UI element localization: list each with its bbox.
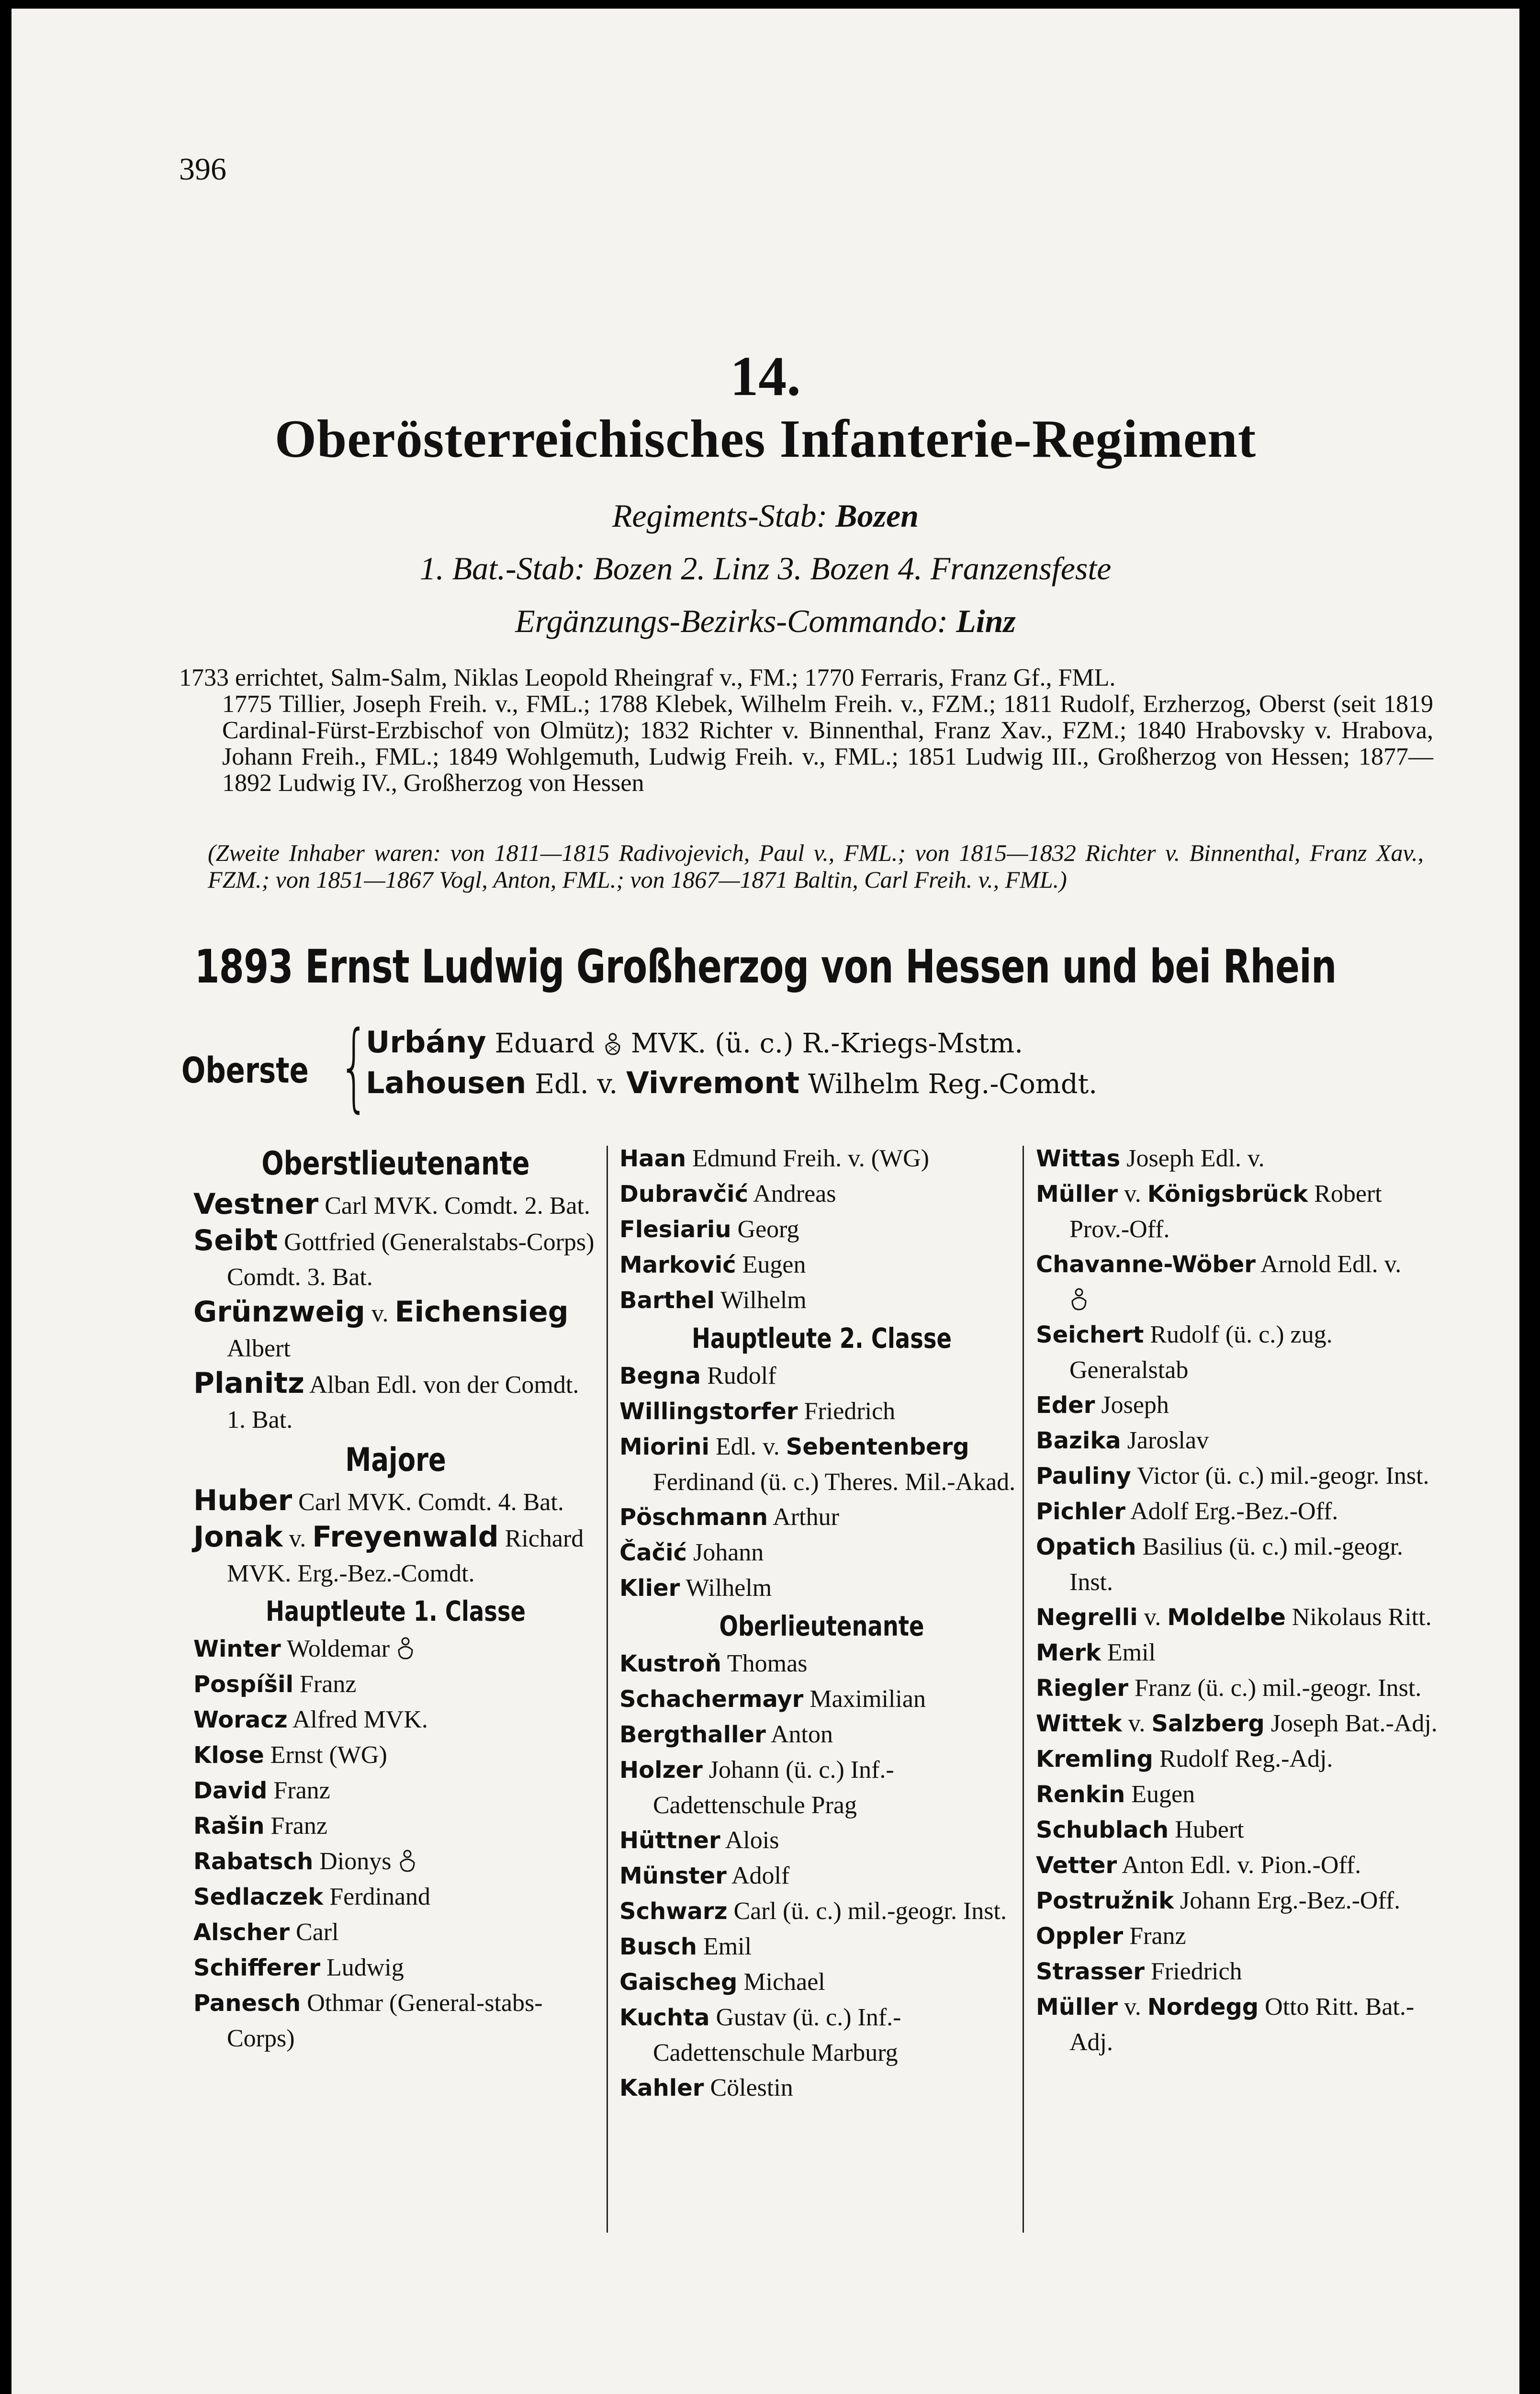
- nobility-particle: Edl. v.: [715, 1433, 780, 1460]
- details: Otto Ritt. Bat.-Adj.: [1069, 1993, 1415, 2056]
- officer-entry: [1036, 1141, 1448, 1176]
- details: Wilhelm: [686, 1574, 772, 1602]
- officer-entry: [1036, 1883, 1448, 1919]
- document-page: [11, 9, 1519, 2394]
- staff-location: Bozen: [835, 497, 919, 534]
- officer-entry: [1036, 1706, 1448, 1741]
- officer-entry: [619, 1646, 1024, 1682]
- officer-entry: [1036, 1529, 1448, 1600]
- officer-entry: [619, 1858, 1024, 1894]
- surname: Pöschmann: [619, 1504, 768, 1531]
- surname: Müller: [1036, 1181, 1118, 1208]
- brace-glyph: {: [338, 1011, 370, 1122]
- surname: Jonak: [193, 1520, 283, 1554]
- surname: Kuchta: [619, 2004, 710, 2031]
- surname: Marković: [619, 1252, 736, 1278]
- officer-entry: [193, 1950, 598, 1986]
- officer-entry: [193, 1187, 598, 1223]
- battalion-staffs: 1. Bat.-Stab: Bozen 2. Linz 3. Bozen 4. Franzensfeste: [419, 550, 1112, 587]
- surname: Schwarz: [619, 1898, 728, 1925]
- surname-predicate: Nordegg: [1147, 1994, 1259, 2021]
- surname: Kahler: [619, 2075, 704, 2101]
- officer-entry: [1036, 1741, 1448, 1777]
- surname-predicate: Sebentenberg: [786, 1434, 969, 1460]
- surname: Wittek: [1036, 1710, 1122, 1737]
- surname: Seibt: [193, 1224, 278, 1257]
- surname: Riegler: [1036, 1675, 1129, 1702]
- surname-predicate: Freyenwald: [312, 1520, 499, 1554]
- surname: Flesiariu: [619, 1216, 731, 1243]
- nobility-particle: v.: [1128, 1710, 1146, 1737]
- details: Anton Edl. v. Pion.-Off.: [1122, 1852, 1361, 1879]
- details: Dionys: [319, 1848, 392, 1875]
- details: Anton: [770, 1721, 833, 1748]
- officer-entry: [193, 1520, 598, 1591]
- details: Adolf: [731, 1862, 790, 1889]
- surname: Grünzweig: [193, 1295, 365, 1329]
- supplement-location: Linz: [956, 603, 1016, 639]
- details: Franz (ü. c.) mil.-geogr. Inst.: [1135, 1674, 1422, 1702]
- officer-entry: [1036, 1600, 1448, 1635]
- oberste-label: Oberste: [181, 1050, 309, 1091]
- surname: Wittas: [1036, 1145, 1121, 1172]
- surname: Čačić: [619, 1539, 687, 1566]
- decoration-icon: [1069, 1287, 1089, 1311]
- officer-entry: [1036, 1919, 1448, 1954]
- details: Woldemar: [286, 1635, 390, 1662]
- surname: Negrelli: [1036, 1604, 1138, 1631]
- details: Franz: [300, 1671, 357, 1698]
- details: Victor (ü. c.) mil.-geogr. Inst.: [1136, 1462, 1429, 1490]
- supplement-label: Ergänzungs-Bezirks-Commando:: [515, 603, 948, 639]
- details: Rudolf (ü. c.) zug. Generalstab: [1069, 1321, 1333, 1384]
- regiment-number: 14.: [730, 345, 801, 407]
- details: Ferdinand (ü. c.) Theres. Mil.-Akad.: [653, 1468, 1016, 1496]
- details: Joseph Bat.-Adj.: [1270, 1710, 1438, 1737]
- details: Franz: [273, 1777, 330, 1804]
- officer-entry: [619, 1429, 1024, 1500]
- details: Andreas: [753, 1180, 836, 1208]
- nobility-particle: v.: [1124, 1993, 1141, 2021]
- page-number: 396: [179, 152, 226, 187]
- details: Eugen: [1131, 1781, 1195, 1808]
- officer-entry: [1036, 1812, 1448, 1848]
- section-heading-majore: Majore: [345, 1441, 446, 1479]
- officer-entry: [193, 1366, 598, 1437]
- column-divider: [607, 1146, 608, 2233]
- surname: Opatich: [1036, 1534, 1136, 1560]
- surname: Lahousen: [366, 1065, 527, 1100]
- details: Othmar (General-stabs-Corps): [227, 1989, 543, 2052]
- officer-entry: [1036, 1848, 1448, 1883]
- surname-predicate: Eichensieg: [394, 1295, 569, 1329]
- officer-entry: [619, 1535, 1024, 1570]
- details: Thomas: [727, 1650, 808, 1677]
- section-heading-oberstlieutenante: Oberstlieutenante: [261, 1145, 530, 1183]
- officer-entry: [1036, 1671, 1448, 1706]
- officer-entry: [1036, 1954, 1448, 1989]
- rank-details: MVK. (ü. c.) R.-Kriegs-Mstm.: [630, 1028, 1023, 1059]
- decoration-icon: [603, 1031, 622, 1056]
- officer-entry: [1036, 1388, 1448, 1423]
- details: Robert Prov.-Off.: [1069, 1180, 1382, 1243]
- officer-entry: [1036, 1423, 1448, 1458]
- details: Arnold Edl. v.: [1260, 1251, 1402, 1278]
- current-owner-heading: 1893 Ernst Ludwig Großherzog von Hessen und bei Rhein: [194, 940, 1337, 994]
- details: Cölestin: [710, 2074, 793, 2101]
- surname: Vetter: [1036, 1852, 1117, 1879]
- officer-entry: [619, 1894, 1024, 1929]
- surname-predicate: Salzberg: [1151, 1710, 1265, 1737]
- surname: Schifferer: [193, 1954, 320, 1981]
- officer-entry: [1036, 1458, 1448, 1494]
- details: Carl (ü. c.) mil.-geogr. Inst.: [733, 1897, 1007, 1925]
- details: Friedrich: [1150, 1958, 1242, 1985]
- officer-entry: [193, 1915, 598, 1950]
- officer-entry: [619, 1929, 1024, 1965]
- surname: Bazika: [1036, 1427, 1121, 1454]
- staff-label: Regiments-Stab:: [612, 497, 828, 534]
- details: Ludwig: [326, 1954, 404, 1981]
- officer-entry: [193, 1702, 598, 1738]
- surname: Miorini: [619, 1434, 709, 1460]
- surname: David: [193, 1777, 268, 1804]
- decoration-icon: [398, 1848, 417, 1873]
- details: Alois: [725, 1827, 779, 1854]
- surname: Postružnik: [1036, 1887, 1174, 1914]
- surname: Pauliny: [1036, 1463, 1131, 1490]
- officer-entry: [619, 1965, 1024, 2000]
- surname: Münster: [619, 1863, 727, 1889]
- details: Georg: [737, 1216, 799, 1243]
- section-heading-hauptleute-2: Hauptleute 2. Classe: [692, 1322, 952, 1355]
- officer-entry: [619, 1500, 1024, 1535]
- officer-entry: [619, 1212, 1024, 1247]
- surname: Dubravčić: [619, 1181, 749, 1208]
- history-continuation: 1775 Tillier, Joseph Freih. v., FML.; 1788 Klebek, Wilhelm Freih. v., FZM.; 1811 Rudolf, Erzherzog, Oberst (seit 1819 Cardinal-Fürst-Erzbischof von Olmütz); 1832 Richter v. Binnenthal, Franz Xav., FZM.; 1840 Hrabovsky v. Hrabova, Johann Freih., FML.; 1849 Wohlgemuth, Ludwig Freih. v., FML.; 1851 Ludwig III., Großherzog von Hessen; 1877—1892 Ludwig IV., Großherzog von Hessen: [222, 690, 1433, 797]
- officer-entry: [619, 1717, 1024, 1752]
- surname: Chavanne-Wöber: [1036, 1251, 1256, 1278]
- details: Rudolf: [707, 1362, 776, 1389]
- surname: Huber: [193, 1484, 292, 1517]
- officer-entry: [619, 1141, 1024, 1176]
- surname: Schublach: [1036, 1817, 1169, 1843]
- surname: Merk: [1036, 1639, 1101, 1666]
- surname: Barthel: [619, 1287, 715, 1314]
- officer-entry: [1036, 1777, 1448, 1812]
- details: Richard MVK. Erg.-Bez.-Comdt.: [227, 1525, 584, 1587]
- history-first-line: 1733 errichtet, Salm-Salm, Niklas Leopold Rheingraf v., FM.; 1770 Ferraris, Franz Gf., FML.: [179, 664, 1116, 691]
- surname: Winter: [193, 1636, 281, 1662]
- officer-entry: [1036, 1989, 1448, 2060]
- surname-predicate: Moldelbe: [1167, 1604, 1286, 1631]
- details: Hubert: [1175, 1816, 1244, 1843]
- surname: Begna: [619, 1363, 701, 1389]
- details: Johann: [693, 1539, 764, 1566]
- details: Emil: [1107, 1639, 1156, 1666]
- nobility-particle: v.: [1124, 1180, 1141, 1208]
- surname: Pospíšil: [193, 1671, 294, 1698]
- officer-entry: [1036, 1635, 1448, 1671]
- officer-entry: [619, 2000, 1024, 2070]
- details: Friedrich: [804, 1398, 896, 1425]
- officer-entry: [193, 1844, 598, 1879]
- officer-entry: [193, 1738, 598, 1773]
- details: Carl MVK. Comdt. 2. Bat.: [325, 1192, 590, 1220]
- details: Johann (ü. c.) Inf.-Cadettenschule Prag: [653, 1756, 894, 1819]
- given-name: Eduard: [495, 1028, 595, 1059]
- supplement-command: [11, 602, 1519, 640]
- details: Alban Edl. von der Comdt. 1. Bat.: [227, 1371, 579, 1434]
- details: Ferdinand: [329, 1883, 431, 1910]
- nobility-particle: v.: [1144, 1604, 1161, 1631]
- details: Johann Erg.-Bez.-Off.: [1180, 1887, 1401, 1914]
- details: Albert: [227, 1335, 291, 1362]
- officer-entry: [619, 1570, 1024, 1606]
- surname: Seichert: [1036, 1321, 1144, 1348]
- details: Joseph: [1101, 1391, 1169, 1419]
- surname: Panesch: [193, 1990, 301, 2017]
- details: Maximilian: [809, 1685, 926, 1713]
- oberste-entry: [366, 1023, 1097, 1063]
- details: Eugen: [742, 1251, 806, 1278]
- officer-entry: [193, 1667, 598, 1702]
- surname: Strasser: [1036, 1958, 1145, 1985]
- officer-entry: [619, 1394, 1024, 1429]
- surname: Klose: [193, 1742, 264, 1769]
- officer-entry: [619, 1752, 1024, 1823]
- officer-entry: [193, 1808, 598, 1844]
- surname: Busch: [619, 1933, 697, 1960]
- officer-entry: [619, 1358, 1024, 1394]
- surname: Gaischeg: [619, 1969, 738, 1996]
- details: Joseph Edl. v.: [1126, 1145, 1265, 1172]
- details: Gustav (ü. c.) Inf.-Cadettenschule Marburg: [653, 2004, 901, 2067]
- regiment-staff: [11, 497, 1519, 535]
- surname-predicate: Königsbrück: [1147, 1181, 1308, 1208]
- details: Gottfried (Generalstabs-Corps) Comdt. 3. Bat.: [227, 1229, 595, 1291]
- surname: Vestner: [193, 1187, 319, 1221]
- surname: Urbány: [366, 1025, 486, 1060]
- column-left: [193, 1141, 598, 2056]
- column-right: [1036, 1141, 1448, 2060]
- details: Ernst (WG): [270, 1741, 387, 1769]
- section-heading-oberlieutenante: Oberlieutenante: [719, 1610, 924, 1642]
- details: Wilhelm: [720, 1287, 807, 1314]
- details: Arthur: [773, 1503, 839, 1531]
- oberste-entry: [366, 1063, 1097, 1104]
- details: Basilius (ü. c.) mil.-geogr. Inst.: [1069, 1533, 1404, 1596]
- details: Carl: [296, 1919, 339, 1946]
- nobility-particle: v.: [371, 1300, 389, 1327]
- surname: Hüttner: [619, 1827, 720, 1854]
- surname: Sedlaczek: [193, 1884, 324, 1910]
- regiment-history: [179, 665, 1433, 796]
- details: Michael: [743, 1968, 825, 1996]
- officer-entry: [1036, 1247, 1448, 1317]
- surname: Renkin: [1036, 1781, 1125, 1808]
- second-owners-note: (Zweite Inhaber waren: von 1811—1815 Radivojevich, Paul v., FML.; von 1815—1832 Richter v. Binnenthal, Franz Xav., FZM.; von 1851—1867 Vogl, Anton, FML.; von 1867—1871 Baltin, Carl Freih. v., FML.): [208, 839, 1424, 893]
- details: Nikolaus Ritt.: [1292, 1604, 1432, 1631]
- details: Alfred MVK.: [292, 1706, 428, 1733]
- officer-entry: [193, 1986, 598, 2056]
- officer-entry: [619, 2070, 1024, 2106]
- nobility-particle: Edl. v.: [535, 1069, 618, 1100]
- officer-entry: [619, 1247, 1024, 1283]
- officer-entry: [619, 1176, 1024, 1212]
- surname: Planitz: [193, 1366, 304, 1400]
- surname: Müller: [1036, 1994, 1118, 2021]
- officer-entry: [193, 1223, 598, 1295]
- section-heading-hauptleute-1: Hauptleute 1. Classe: [266, 1595, 526, 1627]
- details: Emil: [703, 1933, 752, 1960]
- surname: Haan: [619, 1145, 686, 1172]
- surname: Rabatsch: [193, 1848, 314, 1875]
- surname: Oppler: [1036, 1923, 1124, 1950]
- details: Franz: [270, 1812, 327, 1840]
- officer-entry: [619, 1682, 1024, 1717]
- officer-entry: [1036, 1176, 1448, 1247]
- surname: Eder: [1036, 1392, 1095, 1419]
- officer-entry: [193, 1879, 598, 1915]
- details: Rudolf Reg.-Adj.: [1159, 1745, 1333, 1773]
- decoration-icon: [396, 1636, 415, 1660]
- surname-predicate: Vivremont: [626, 1065, 800, 1100]
- officer-entry: [619, 1823, 1024, 1858]
- rank-details: Wilhelm Reg.-Comdt.: [808, 1069, 1098, 1100]
- officer-entry: [193, 1483, 598, 1520]
- oberste-list: [366, 1023, 1097, 1104]
- details: Adolf Erg.-Bez.-Off.: [1130, 1498, 1338, 1525]
- column-middle: [619, 1141, 1024, 2106]
- surname: Kremling: [1036, 1746, 1153, 1773]
- surname: Rašin: [193, 1813, 265, 1840]
- surname: Klier: [619, 1575, 680, 1602]
- officer-entry: [193, 1773, 598, 1808]
- surname: Kustroň: [619, 1650, 721, 1677]
- officer-entry: [193, 1295, 598, 1366]
- surname: Bergthaller: [619, 1721, 766, 1748]
- surname: Willingstorfer: [619, 1398, 798, 1425]
- details: Jaroslav: [1127, 1427, 1209, 1454]
- regiment-name: Oberösterreichisches Infanterie-Regiment: [274, 409, 1257, 469]
- surname: Pichler: [1036, 1498, 1125, 1525]
- officer-entry: [619, 1283, 1024, 1318]
- nobility-particle: v.: [289, 1525, 306, 1552]
- officer-entry: [1036, 1494, 1448, 1529]
- details: Carl MVK. Comdt. 4. Bat.: [298, 1489, 564, 1516]
- surname: Holzer: [619, 1757, 703, 1784]
- details: Edmund Freih. v. (WG): [692, 1145, 929, 1172]
- surname: Woracz: [193, 1706, 288, 1733]
- surname: Alscher: [193, 1919, 290, 1946]
- details: Franz: [1129, 1922, 1186, 1950]
- officer-entry: [1036, 1317, 1448, 1388]
- officer-entry: [193, 1631, 598, 1667]
- surname: Schachermayr: [619, 1686, 804, 1713]
